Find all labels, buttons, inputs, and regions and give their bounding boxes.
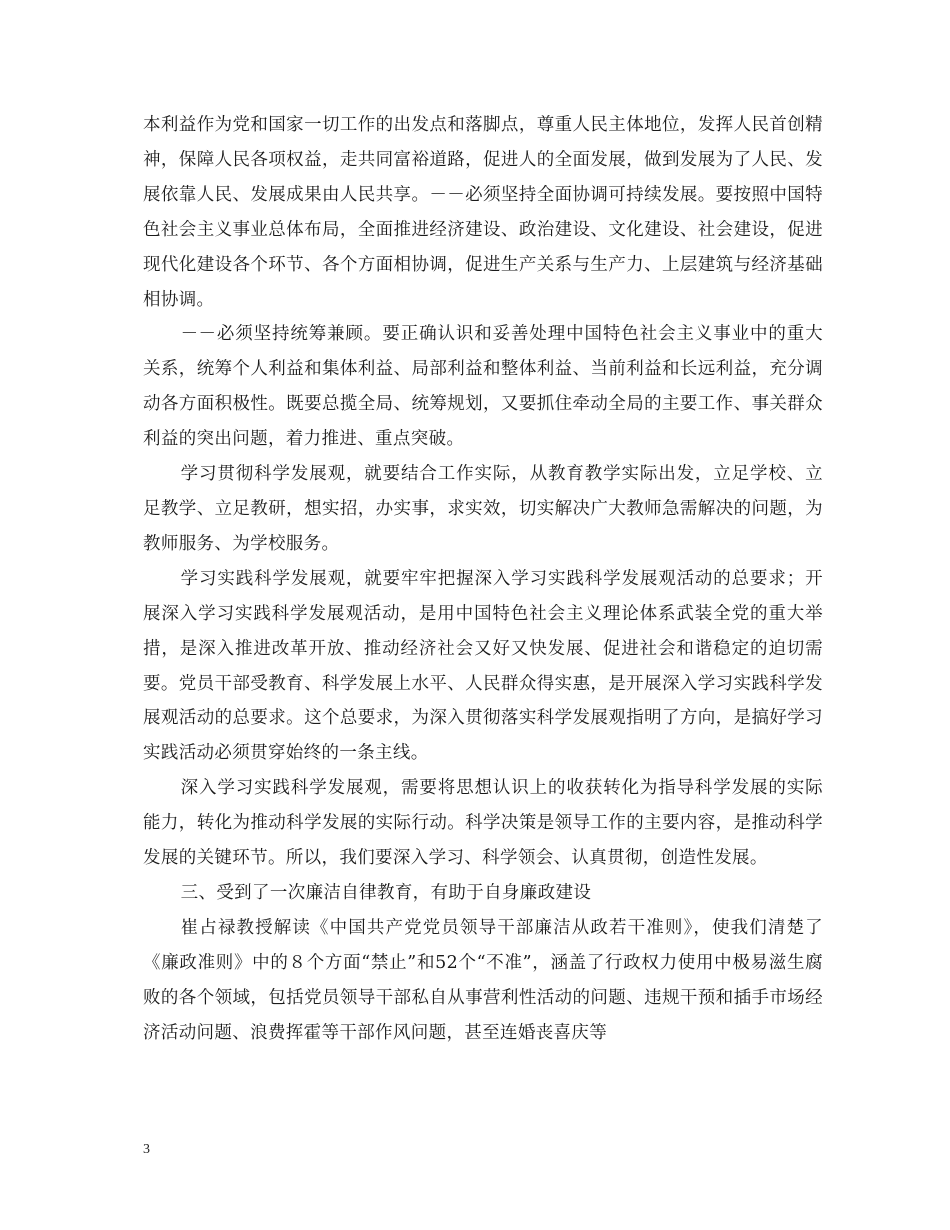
paragraph-6: 崔占禄教授解读《中国共产党党员领导干部廉洁从政若干准则》，使我们清楚了《廉政准则》中的８个方面“禁止”和52个“不准”，涵盖了行政权力使用中极易滋生腐败的各个领域，包括党员领导干部私自从事营利性活动的问题、违规干预和插手市场经济活动问题、浪费挥霍等干部作风问题，甚至连婚丧喜庆等 (143, 917, 823, 1043)
paragraph-3: 学习贯彻科学发展观，就要结合工作实际，从教育教学实际出发，立足学校、立足教学、立足教研，想实招，办实事，求实效，切实解决广大教师急需解决的问题，为教师服务、为学校服务。 (143, 464, 823, 554)
paragraph-5: 深入学习实践科学发展观，需要将思想认识上的收获转化为指导科学发展的实际能力，转化为推动科学发展的实际行动。科学决策是领导工作的主要内容，是推动科学发展的关键环节。所以，我们要深入学习、科学领会、认真贯彻，创造性发展。 (143, 778, 823, 869)
paragraph-4: 学习实践科学发展观，就要牢牢把握深入学习实践科学发展观活动的总要求；开展深入学习实践科学发展观活动，是用中国特色社会主义理论体系武装全党的重大举措，是深入推进改革开放、推动经济社会又好又快发展、促进社会和谐稳定的迫切需要。党员干部受教育、科学发展上水平、人民群众得实惠，是开展深入学习实践科学发展观活动的总要求。这个总要求，为深入贯彻落实科学发展观指明了方向，是搞好学习实践活动必须贯穿始终的一条主线。 (143, 568, 823, 764)
section-heading: 三、受到了一次廉洁自律教育，有助于自身廉政建设 (180, 882, 592, 903)
page-number: 3 (143, 1142, 150, 1157)
paragraph-2: －－必须坚持统筹兼顾。要正确认识和妥善处理中国特色社会主义事业中的重大关系，统筹个人利益和集体利益、局部利益和整体利益、当前利益和长远利益，充分调动各方面积极性。既要总揽全局、统筹规划，又要抓住牵动全局的主要工作、事关群众利益的突出问题，着力推进、重点突破。 (143, 324, 823, 450)
document-body (143, 108, 823, 1050)
paragraph-1: 本利益作为党和国家一切工作的出发点和落脚点，尊重人民主体地位，发挥人民首创精神，保障人民各项权益，走共同富裕道路，促进人的全面发展，做到发展为了人民、发展依靠人民、发展成果由人民共享。－－必须坚持全面协调可持续发展。要按照中国特色社会主义事业总体布局，全面推进经济建设、政治建设、文化建设、社会建设，促进现代化建设各个环节、各个方面相协调，促进生产关系与生产力、上层建筑与经济基础相协调。 (143, 115, 823, 310)
